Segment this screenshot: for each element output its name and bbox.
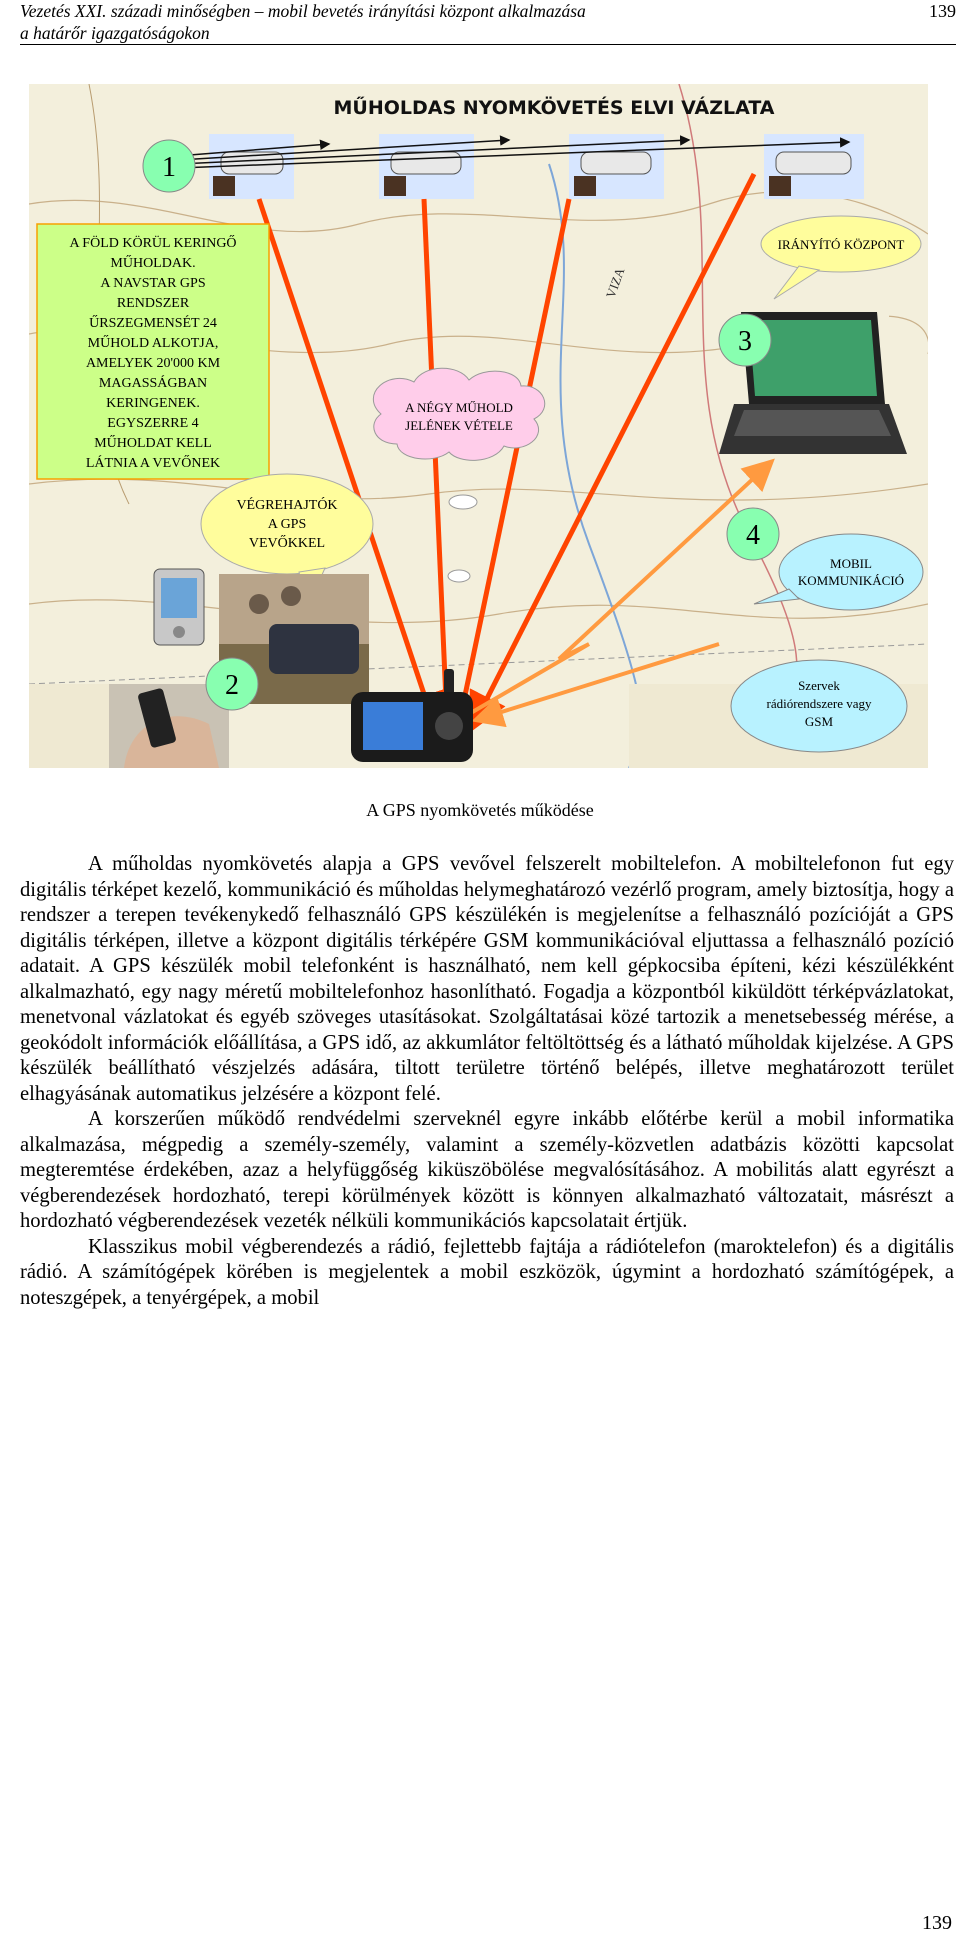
sat-line: AMELYEK 20'000 KM — [85, 356, 221, 371]
sat-line: MŰHOLDAK. — [110, 256, 196, 271]
gps-tracking-figure — [29, 84, 928, 768]
marker-2-label: 2 — [225, 670, 239, 701]
sat-line: ŰRSZEGMENSÉT 24 — [89, 316, 217, 331]
paragraph: A műholdas nyomkövetés alapja a GPS vevővel felszerelt mobiltelefon. A mobiltelefonon fut egy digitális térképet kezelő, kommunikáció és műholdas helymeghatározó vezérlő program, amely biztosítja, hogy a rendszer a terepen tevékenykedő felhasználó GPS készülékén is megjelenítse a felhasználó pozícióját a GPS digitális térképen, illetve a központ digitális térképére GSM kommunikációval eljuttassa a felhasználó pozíció adatait. A GPS készülék mobil telefonként is használható, nem kell gépkocsiba építeni, kézi készülékként alkalmazható, egy nagy méretű mobiltelefonhoz hasonlítható. Fogadja a központból kiküldött térképvázlatokat, menetvonal vázlatokat és egyéb szöveges utasításokat. Szolgáltatásai közé tartozik a menetsebesség mérése, a geokódolt információk előállítása, a GPS idő, az akkumlátor feltöltöttség és a látható műholdak kijelzése. A GPS készülék beállítható vészjelzés adására, tiltott területre történő belépés, illetve meghatározott terület elhagyásának automatikus jelzésére a központ felé. — [20, 853, 954, 1105]
sat-line: MŰHOLD ALKOTJA, — [87, 336, 219, 351]
executors-line1: VÉGREHAJTÓK — [236, 498, 338, 513]
signal-cloud-line1: A NÉGY MŰHOLD — [405, 400, 513, 415]
sat-line: LÁTNIA A VEVŐNEK — [85, 456, 221, 471]
paragraph: A korszerűen működő rendvédelmi szerveknél egyre inkább előtérbe kerül a mobil informatika alkalmazása, mégpedig a személy-személy, valamint a személy-közvetlen adatbázis közötti kapcsolat megteremtése érdekében, azaz a helyfüggőség kiküszöbölése megvalósításához. A mobilitás alatt egyrészt a végberendezések hordozható, terepi körülmények között is könnyen alkalmazható változatait, másrészt a hordozható végberendezések vezeték nélküli kommunikációs kapcsolatait értjük. — [20, 1108, 954, 1232]
marker-3-label: 3 — [738, 326, 752, 357]
map-label-viza: VIZA — [602, 265, 628, 301]
marker-3 — [719, 314, 771, 366]
sat-line: MAGASSÁGBAN — [98, 376, 208, 391]
sat-line: MŰHOLDAT KELL — [94, 436, 212, 451]
radio-bubble-line3: GSM — [804, 714, 834, 729]
figure-caption: A GPS nyomkövetés működése — [366, 800, 594, 820]
pda-device-image — [154, 569, 204, 645]
sat-line: A FÖLD KÖRÜL KERINGŐ — [69, 236, 237, 251]
executors-line3: VEVŐKKEL — [248, 536, 326, 551]
radio-system-bubble — [731, 660, 907, 752]
radio-bubble-line1: Szervek — [798, 678, 840, 693]
signal-cloud-line2: JELÉNEK VÉTELE — [405, 418, 513, 433]
sat-line: A NAVSTAR GPS — [100, 276, 206, 291]
marker-1 — [143, 140, 195, 192]
figure-title: MŰHOLDAS NYOMKÖVETÉS ELVI VÁZLATA — [333, 97, 775, 119]
body-text — [20, 852, 954, 1311]
sat-line: KERINGENEK. — [106, 396, 200, 411]
sat-line: EGYSZERRE 4 — [107, 416, 199, 431]
paragraph: Klasszikus mobil végberendezés a rádió, fejlettebb fajtája a rádiótelefon (maroktelefon) és a digitális rádió. A számítógépek körében is megjelentek a mobil eszközök, úgymint a hordozható számítógépek, a noteszgépek, a tenyérgépek, a mobil — [20, 1235, 954, 1309]
header-title-line2: a határőr igazgatóságokon — [20, 23, 210, 43]
control-center-label: IRÁNYÍTÓ KÖZPONT — [777, 237, 905, 252]
executors-line2: A GPS — [267, 517, 307, 532]
mobile-bubble-line1: MOBIL — [830, 556, 872, 571]
marker-4 — [727, 508, 779, 560]
header-page-number: 139 — [929, 1, 956, 21]
header-title — [20, 0, 586, 44]
running-header — [20, 0, 956, 45]
marker-1-label: 1 — [162, 152, 176, 183]
satellite-info-box — [37, 224, 269, 479]
mobile-bubble-line2: KOMMUNIKÁCIÓ — [797, 573, 905, 588]
radio-bubble-line2: rádiórendszere vagy — [766, 696, 872, 711]
marker-2 — [206, 658, 258, 710]
header-title-line1: Vezetés XXI. századi minőségben – mobil bevetés irányítási központ alkalmazása — [20, 1, 586, 21]
satellite-icon — [379, 134, 474, 199]
marker-4-label: 4 — [746, 520, 760, 551]
footer-page-number: 139 — [922, 1912, 952, 1934]
sat-line: RENDSZER — [116, 296, 190, 311]
